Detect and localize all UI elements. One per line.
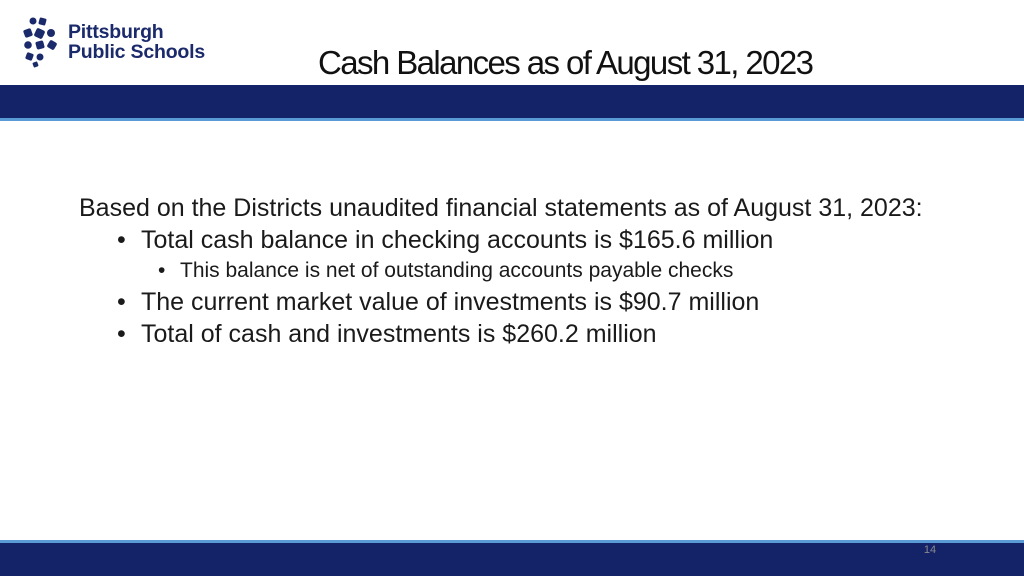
sub-bullet-net-of-checks: • This balance is net of outstanding accounts payable checks [79, 256, 945, 286]
bullet-investments: • The current market value of investments is $90.7 million [79, 286, 945, 318]
bullet-total: • Total of cash and investments is $260.2 million [79, 318, 945, 350]
logo-dots-icon [22, 16, 64, 68]
intro-text: Based on the Districts unaudited financial statements as of August 31, 2023: [79, 194, 923, 222]
bullet-cash-balance: • Total cash balance in checking accounts is $165.6 million [79, 224, 945, 256]
bullet-list [79, 224, 945, 350]
header-band [0, 85, 1024, 118]
slide-title: Cash Balances as of August 31, 2023 [318, 44, 813, 81]
footer-band [0, 543, 1024, 576]
logo-line-2: Public Schools [68, 41, 205, 63]
logo-wordmark [68, 22, 205, 62]
header-accent-line [0, 118, 1024, 121]
slide-body [79, 192, 945, 350]
logo-line-1: Pittsburgh [68, 21, 164, 43]
page-number: 14 [923, 544, 937, 556]
district-logo [22, 16, 205, 68]
